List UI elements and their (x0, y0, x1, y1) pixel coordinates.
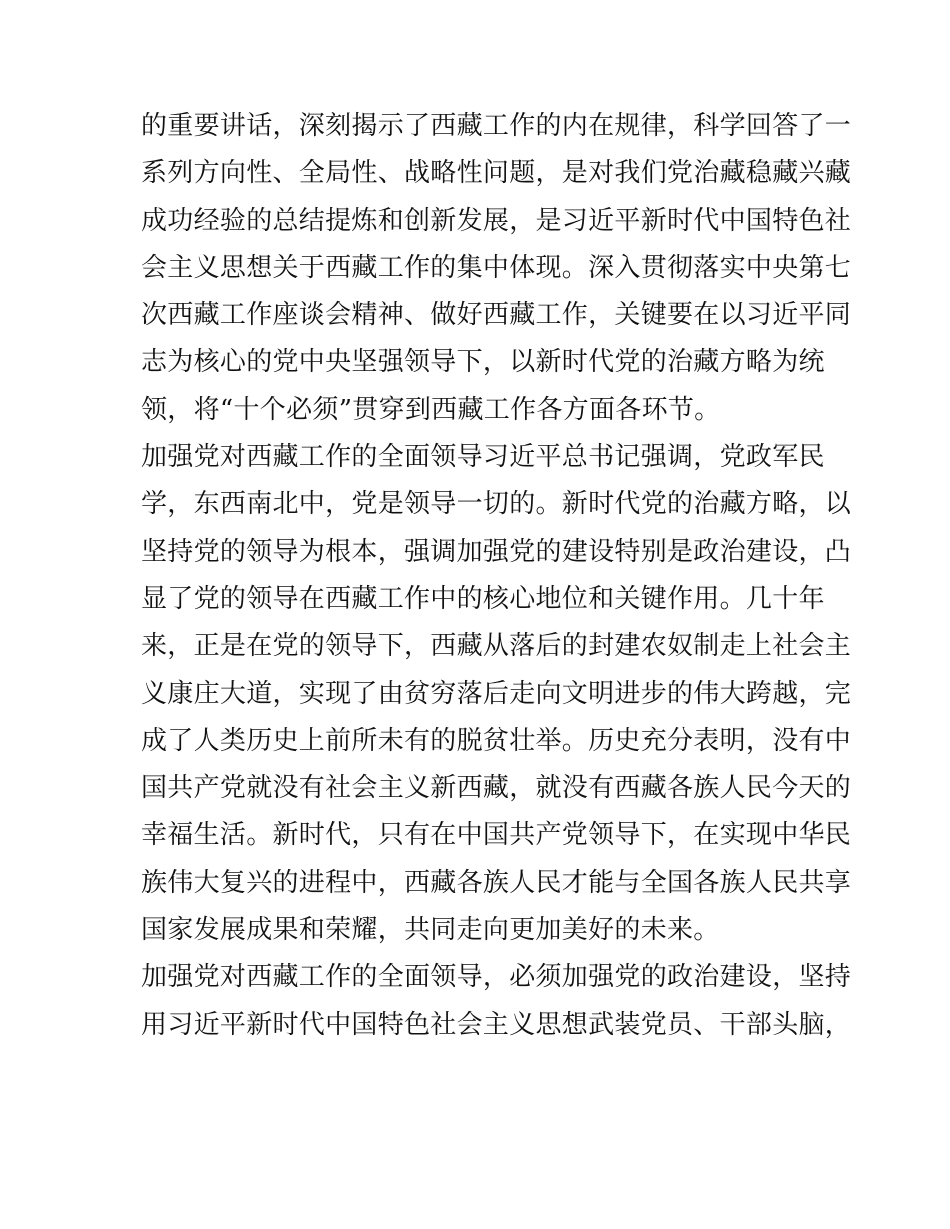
text-line: 来，正是在党的领导下，西藏从落后的封建农奴制走上社会主 (141, 631, 852, 662)
text-line: 成了人类历史上前所未有的脱贫壮举。历史充分表明，没有中 (141, 725, 852, 756)
text-line: 成功经验的总结提炼和创新发展，是习近平新时代中国特色社 (141, 205, 852, 236)
text-line: 用习近平新时代中国特色社会主义思想武装党员、干部头脑， (141, 1009, 852, 1040)
body-text (141, 103, 852, 1049)
text-line: 义康庄大道，实现了由贫穷落后走向文明进步的伟大跨越，完 (141, 678, 852, 709)
text-line: 次西藏工作座谈会精神、做好西藏工作，关键要在以习近平同 (141, 300, 852, 331)
text-line: 国共产党就没有社会主义新西藏，就没有西藏各族人民今天的 (141, 773, 852, 804)
text-line: 的重要讲话，深刻揭示了西藏工作的内在规律，科学回答了一 (141, 111, 852, 141)
text-line: 会主义思想关于西藏工作的集中体现。深入贯彻落实中央第七 (141, 252, 852, 283)
text-line: 国家发展成果和荣耀，共同走向更加美好的未来。 (141, 915, 720, 946)
text-line: 幸福生活。新时代，只有在中国共产党领导下，在实现中华民 (141, 820, 852, 851)
text-line: 族伟大复兴的进程中，西藏各族人民才能与全国各族人民共享 (141, 867, 852, 898)
text-line: 显了党的领导在西藏工作中的核心地位和关键作用。几十年 (141, 583, 825, 614)
text-line: 领，将“十个必须”贯穿到西藏工作各方面各环节。 (141, 394, 721, 425)
text-line: 系列方向性、全局性、战略性问题，是对我们党治藏稳藏兴藏 (141, 158, 852, 189)
text-line: 加强党对西藏工作的全面领导习近平总书记强调，党政军民 (141, 442, 825, 473)
text-line: 坚持党的领导为根本，强调加强党的建设特别是政治建设，凸 (141, 536, 852, 567)
text-line: 加强党对西藏工作的全面领导，必须加强党的政治建设，坚持 (141, 962, 852, 993)
text-line: 学，东西南北中，党是领导一切的。新时代党的治藏方略，以 (141, 489, 852, 520)
text-line: 志为核心的党中央坚强领导下，以新时代党的治藏方略为统 (141, 347, 825, 378)
